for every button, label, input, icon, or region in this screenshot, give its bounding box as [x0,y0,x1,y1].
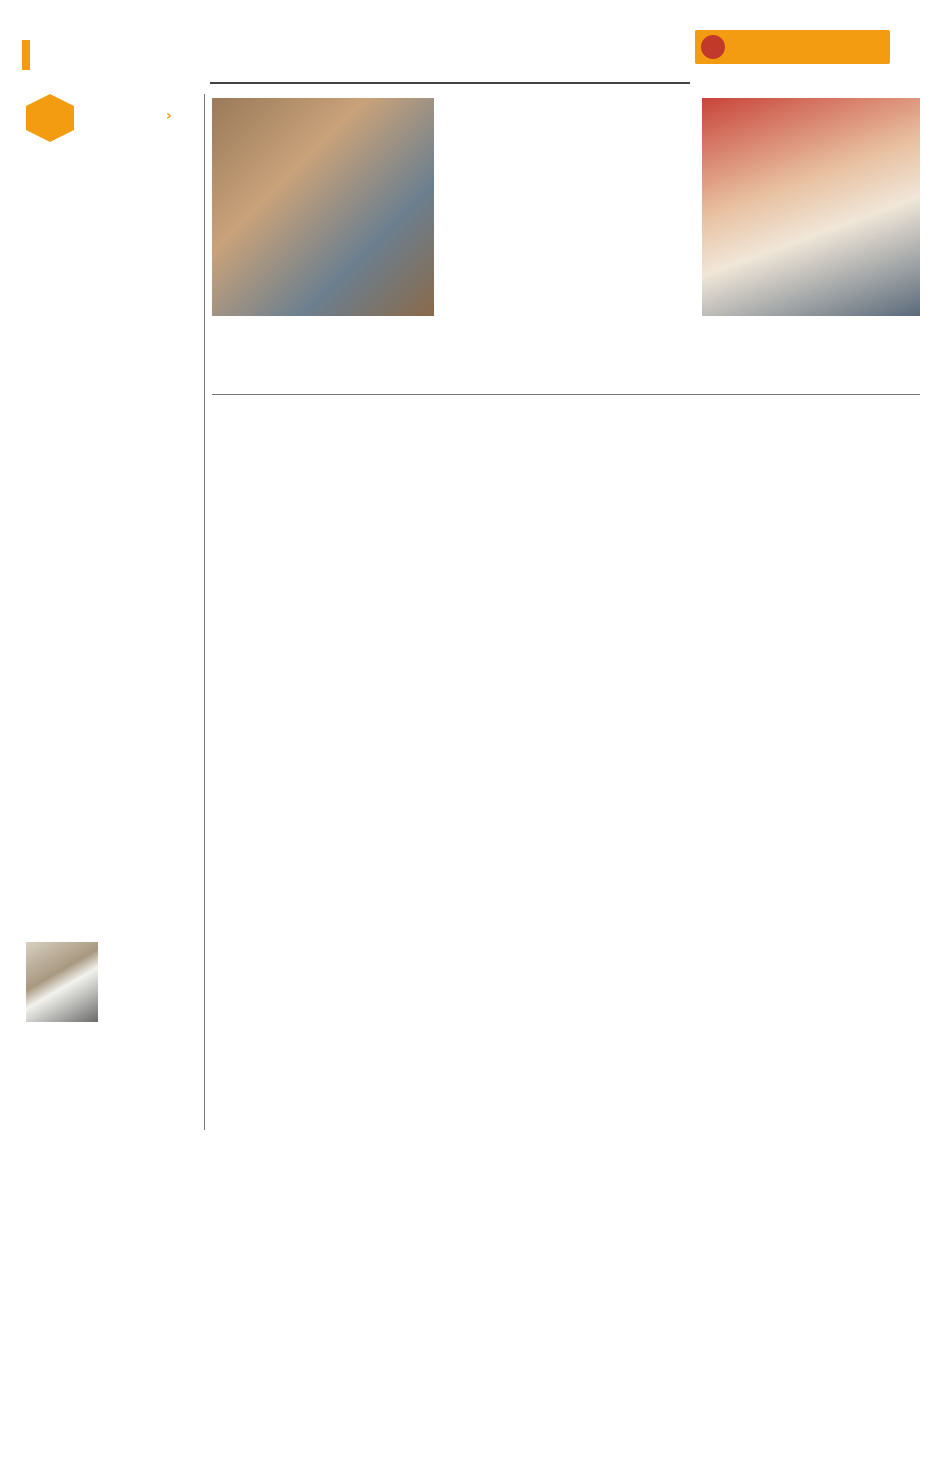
top-right-photo [702,98,920,316]
masthead [0,0,945,92]
left-column-divider [204,94,205,1130]
lead-story-area [212,322,213,323]
brief-3-body-cont [24,1032,198,1128]
brief-3-body [102,936,198,1030]
top-left-photo [212,98,434,316]
masthead-orange-bar [22,40,30,70]
brief-1-body [24,186,198,498]
lead-story [212,318,696,766]
hand-point-icon [26,94,74,142]
chevron-right-icon: › [166,108,172,124]
logo-emblem-icon [701,35,725,59]
kirusuddi-column [22,94,200,1134]
masthead-rule-left [210,82,690,84]
paper-logo [695,30,890,64]
kirusuddi-header [26,94,196,144]
top-right-caption [702,320,920,388]
brief-2-body [24,526,198,898]
obituary-portrait [26,942,98,1022]
